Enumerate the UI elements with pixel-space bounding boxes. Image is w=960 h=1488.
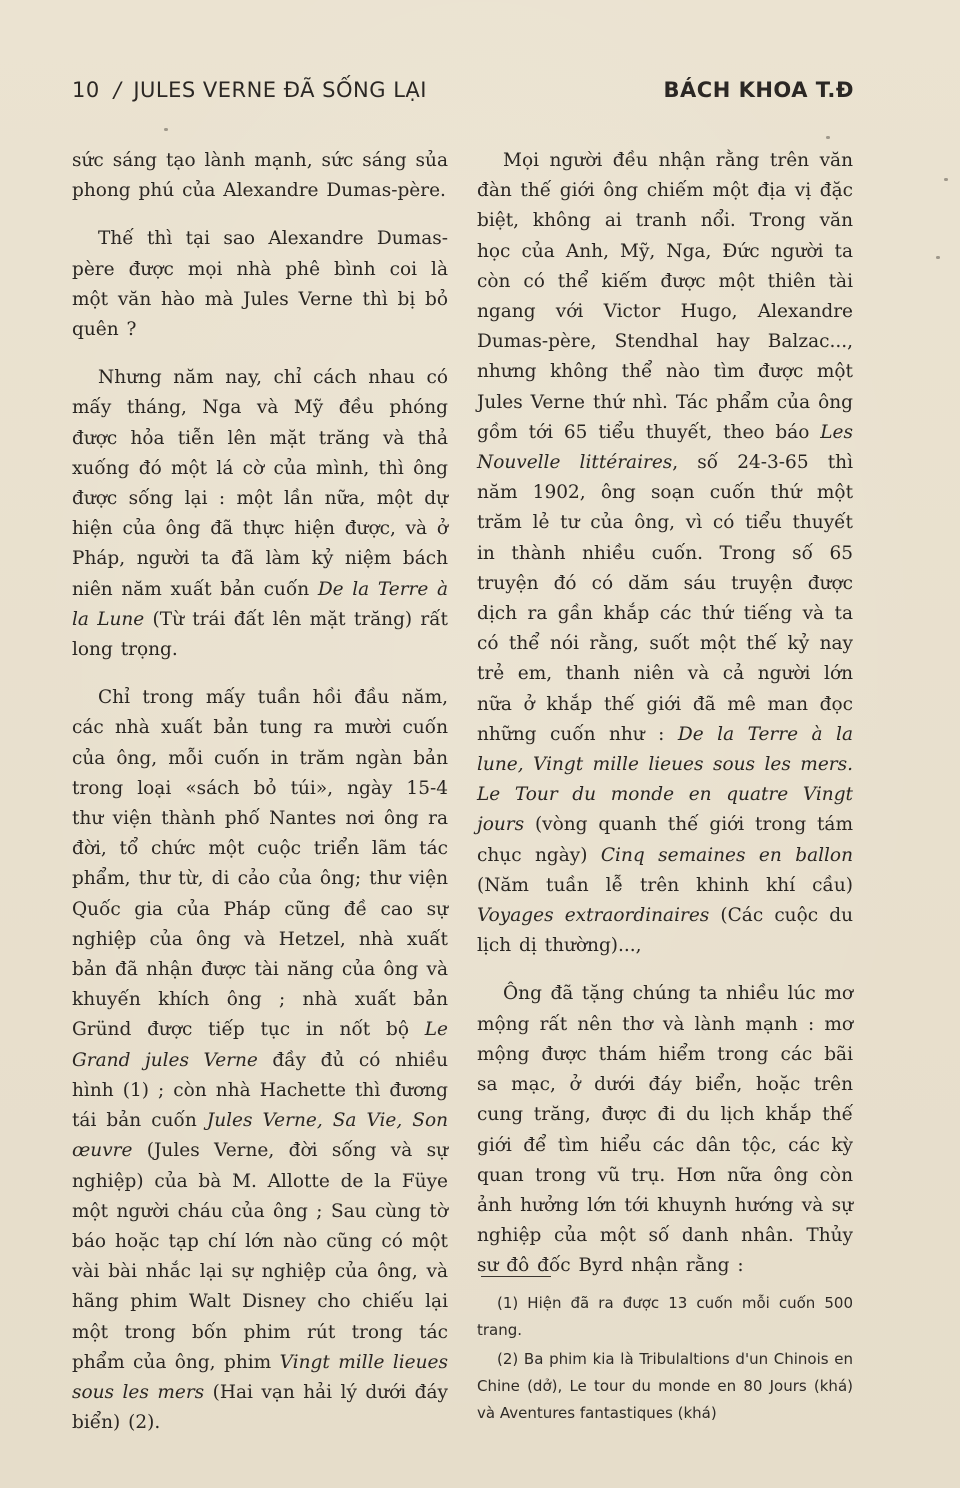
header-left: [72, 78, 427, 102]
text-run: Mọi người đều nhận rằng trên văn đàn thế giới ông chiếm một địa vị đặc biệt, không ai tranh nổi. Trong văn học của Anh, Mỹ, Nga, Đức người ta còn có thể kiếm được một thiên tài ngang với Victor Hugo, Alexandre Dumas-père, Stendhal hay Balzac..., nhưng không thể nào tìm được một Jules Verne thứ nhì. Tác phẩm của ông gồm tới 65 tiểu thuyết, theo báo: [477, 150, 853, 443]
publication-name: BÁCH KHOA T.Đ: [663, 78, 854, 102]
page-number: 10: [72, 78, 100, 102]
text-run: (vòng quanh thế giới trong tám chục ngày): [477, 814, 853, 866]
footnote-1: (1) Hiện đã ra được 13 cuốn mỗi cuốn 500 trang.: [477, 1294, 853, 1339]
newspaper-title: Les Nouvelle littéraires: [477, 421, 853, 474]
print-speck: [826, 136, 830, 139]
book-title: De la Terre à la Lune: [72, 578, 449, 630]
footnotes: [477, 1290, 853, 1429]
paragraph: Ông đã tặng chúng ta nhiều lúc mơ mộng rất nên thơ và lành mạnh : mơ mộng được thám hiểm trong các bãi sa mạc, ở dưới đáy biển, hoặc trên cung trăng, được đi du lịch khắp thế giới để tìm hiểu các dân tộc, các kỳ quan trong vũ trụ. Hơn nữa ông còn ảnh hưởng lớn tới khuynh hướng và sự nghiệp của một số danh nhân. Thủy sư đô đốc Byrd nhận rằng :: [477, 983, 853, 1277]
text-run: , số 24-3-65 thì năm 1902, ông soạn cuốn thứ một trăm lẻ tư của ông, vì có tiểu thuyết in thành nhiều cuốn. Trong số 65 truyện đó có dăm sáu truyện được dịch ra gần khắp các thứ tiếng và ta có thể nói rằng, suốt một thế kỷ nay trẻ em, thanh niên và cả người lớn nữa ở khắp thế giới đã mê man đọc những cuốn như :: [477, 452, 853, 745]
book-title: Jules Verne, Sa Vie, Son œuvre: [72, 1110, 448, 1162]
text-run: (Từ trái đất lên mặt trăng) rất long trọng.: [72, 608, 448, 661]
paragraph: [72, 363, 448, 665]
text-run: (Năm tuần lễ trên khinh khí cầu): [477, 874, 853, 896]
footnote-divider: [481, 1276, 551, 1277]
print-speck: [936, 256, 940, 259]
text-run: (Jules Verne, đời sống và sự nghiệp) của bà M. Allotte de la Füye một người cháu của ông ; Sau cùng tờ báo hoặc tạp chí lớn nào cũng có một vài bài nhắc lại sự nghiệp của ông, và hãng phim Walt Disney cho chiếu lại một trong bốn phim rút trong tác phẩm của ông, phim: [72, 1140, 448, 1373]
running-title: JULES VERNE ĐÃ SỐNG LẠI: [133, 78, 427, 102]
book-titles: De la Terre à la lune, Vingt mille lieues sous les mers. Le Tour du monde en quatre Vingt jours: [477, 723, 854, 836]
book-title: Le Grand jules Verne: [72, 1019, 448, 1071]
left-column: [72, 146, 448, 1456]
book-title: Cinq semaines en ballon: [600, 844, 853, 866]
text-run: Chỉ trong mấy tuần hồi đầu năm, các nhà xuất bản tung ra mười cuốn của ông, mỗi cuốn in trăm ngàn bản trong loại «sách bỏ túi», ngày 15-4 thư viện thành phố Nantes nơi ông ra đời, tổ chức một cuộc triển lãm tác phẩm, thư từ, di cảo của ông; thư viện Quốc gia của Pháp cũng đề cao sự nghiệp của ông và Hetzel, nhà xuất bản đã nhận được tài năng của ông và khuyến khích ông ; nhà xuất bản Gründ được tiếp tục in nốt bộ: [72, 687, 448, 1041]
text-run: Nhưng năm nay, chỉ cách nhau có mấy tháng, Nga và Mỹ đều phóng được hỏa tiễn lên mặt trăng và thả xuống đó một lá cờ của mình, thì ông được sống lại : một lần nữa, một dự hiện của ông đã thực hiện được, và ở Pháp, người ta đã làm kỷ niệm bách niên năm xuất bản cuốn: [72, 367, 448, 600]
running-header: [72, 78, 854, 112]
right-column: [477, 146, 853, 1296]
film-title: Vingt mille lieues sous les mers: [72, 1351, 448, 1403]
print-speck: [164, 128, 168, 131]
header-separator: /: [113, 78, 122, 102]
text-run: (Hai vạn hải lý dưới đáy biển) (2).: [72, 1381, 448, 1434]
paragraph: Thế thì tại sao Alexandre Dumas-père được mọi nhà phê bình coi là một văn hào mà Jules Verne thì bị bỏ quên ?: [72, 228, 448, 341]
footnote-2: (2) Ba phim kia là Tribulaltions d'un Chinois en Chine (dở), Le tour du monde en 80 Jours (khá) và Aventures fantastiques (khá): [477, 1350, 853, 1422]
paragraph: sức sáng tạo lành mạnh, sức sáng sủa phong phú của Alexandre Dumas-père.: [72, 150, 448, 202]
text-run: (Các cuộc du lịch dị thường)...,: [477, 905, 853, 957]
text-run: đầy đủ có nhiều hình (1) ; còn nhà Hachette thì đương tái bản cuốn: [72, 1049, 449, 1132]
paragraph: [72, 683, 448, 1438]
print-speck: [944, 178, 948, 181]
paragraph: [477, 146, 853, 961]
book-title: Voyages extraordinaires: [477, 905, 710, 927]
